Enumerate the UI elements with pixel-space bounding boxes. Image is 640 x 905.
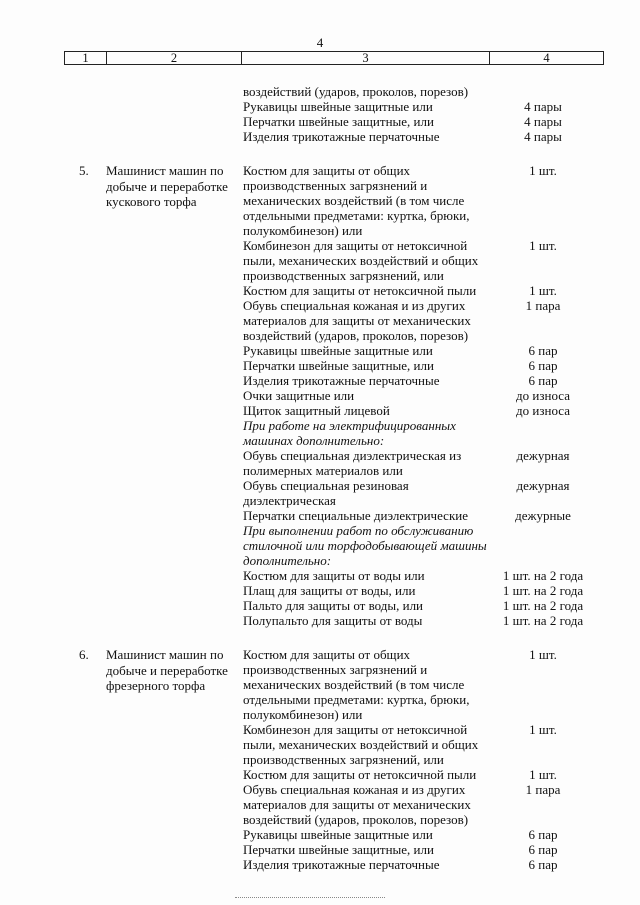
equipment-name: Полупальто для защиты от воды bbox=[243, 613, 423, 628]
list-item bbox=[243, 343, 623, 358]
issue-norm: 6 пар bbox=[528, 373, 558, 388]
issue-norm: 1 шт. bbox=[529, 238, 557, 253]
issue-norm: 1 шт. bbox=[529, 722, 557, 737]
profession-name: Машинист машин по добыче и переработке фрезерного торфа bbox=[106, 647, 228, 693]
equipment-name: Перчатки специальные диэлектрические bbox=[243, 508, 468, 523]
issue-norm: 1 пара bbox=[525, 782, 561, 797]
equipment-name: Перчатки швейные защитные, или bbox=[243, 114, 434, 129]
list-item bbox=[243, 568, 623, 583]
list-item bbox=[243, 842, 623, 857]
list-item bbox=[243, 598, 623, 613]
list-item bbox=[243, 114, 623, 129]
equipment-name: Пальто для защиты от воды, или bbox=[243, 598, 424, 613]
issue-norm: 4 пары bbox=[524, 129, 562, 144]
issue-norm: 1 шт. на 2 года bbox=[502, 568, 584, 583]
equipment-name: Костюм для защиты от общих производственных загрязнений и механических воздействий (в том числе отдельными предметами: куртка, брюки, полукомбинезон) или bbox=[243, 647, 470, 722]
equipment-name: Очки защитные или bbox=[243, 388, 355, 403]
issue-norm: дежурные bbox=[515, 508, 571, 523]
column-header-3: 3 bbox=[242, 52, 490, 64]
page-number: 4 bbox=[316, 35, 324, 50]
list-item bbox=[243, 857, 623, 872]
issue-norm: до износа bbox=[516, 403, 570, 418]
column-header-2: 2 bbox=[107, 52, 242, 64]
list-item bbox=[243, 722, 623, 767]
equipment-name: Изделия трикотажные перчаточные bbox=[243, 129, 440, 144]
issue-norm: 1 шт. bbox=[529, 647, 557, 662]
list-item bbox=[243, 163, 623, 238]
list-item bbox=[243, 767, 623, 782]
equipment-name: Изделия трикотажные перчаточные bbox=[243, 857, 440, 872]
list-item bbox=[243, 647, 623, 722]
issue-norm: 1 шт. bbox=[529, 283, 557, 298]
list-item bbox=[243, 403, 623, 418]
table-row bbox=[0, 84, 640, 144]
protective-equipment-list bbox=[243, 163, 623, 628]
issue-norm: до износа bbox=[516, 388, 570, 403]
list-item bbox=[243, 827, 623, 842]
issue-norm: 1 шт. bbox=[529, 767, 557, 782]
column-header-table bbox=[64, 51, 604, 65]
column-header-1: 1 bbox=[65, 52, 107, 64]
profession-name: Машинист машин по добыче и переработке кускового торфа bbox=[106, 163, 228, 209]
equipment-name: Костюм для защиты от нетоксичной пыли bbox=[243, 767, 477, 782]
equipment-name: Комбинезон для защиты от нетоксичной пыли, механических воздействий и общих производственных загрязнений, или bbox=[243, 722, 479, 767]
list-item bbox=[243, 523, 623, 568]
equipment-name: Щиток защитный лицевой bbox=[243, 403, 390, 418]
row-number: 5. bbox=[79, 163, 89, 178]
list-item bbox=[243, 583, 623, 598]
list-item bbox=[243, 238, 623, 283]
list-item bbox=[243, 613, 623, 628]
issue-norm: 1 шт. на 2 года bbox=[502, 613, 584, 628]
list-item bbox=[243, 84, 623, 99]
table-row bbox=[0, 163, 640, 628]
issue-norm: 6 пар bbox=[528, 857, 558, 872]
equipment-name: Рукавицы швейные защитные или bbox=[243, 99, 433, 114]
issue-norm: 1 шт. bbox=[529, 163, 557, 178]
issue-norm: 4 пары bbox=[524, 114, 562, 129]
issue-norm: 6 пар bbox=[528, 842, 558, 857]
document-body bbox=[0, 84, 640, 872]
table-row bbox=[0, 647, 640, 872]
list-item bbox=[243, 283, 623, 298]
issue-norm: 6 пар bbox=[528, 358, 558, 373]
issue-norm bbox=[487, 523, 599, 568]
equipment-name: Рукавицы швейные защитные или bbox=[243, 827, 433, 842]
issue-norm: 6 пар bbox=[528, 343, 558, 358]
list-item bbox=[243, 782, 623, 827]
issue-norm: 1 шт. на 2 года bbox=[502, 583, 584, 598]
equipment-name: При выполнении работ по обслуживанию стилочной или торфодобывающей машины дополнительно: bbox=[243, 523, 487, 568]
issue-norm bbox=[487, 84, 599, 99]
list-item bbox=[243, 358, 623, 373]
list-item bbox=[243, 373, 623, 388]
issue-norm: 1 пара bbox=[525, 298, 561, 313]
issue-norm: 4 пары bbox=[524, 99, 562, 114]
list-item bbox=[243, 508, 623, 523]
equipment-name: При работе на электрифицированных машинах дополнительно: bbox=[243, 418, 456, 448]
list-item bbox=[243, 478, 623, 508]
equipment-name: Костюм для защиты от воды или bbox=[243, 568, 425, 583]
issue-norm: 6 пар bbox=[528, 827, 558, 842]
equipment-name: Обувь специальная кожаная и из других материалов для защиты от механических воздействий (ударов, проколов, порезов) bbox=[243, 298, 471, 343]
equipment-name: Перчатки швейные защитные, или bbox=[243, 358, 434, 373]
list-item bbox=[243, 418, 623, 448]
issue-norm: 1 шт. на 2 года bbox=[502, 598, 584, 613]
list-item bbox=[243, 448, 623, 478]
equipment-name: Костюм для защиты от нетоксичной пыли bbox=[243, 283, 477, 298]
list-item bbox=[243, 129, 623, 144]
equipment-name: Обувь специальная диэлектрическая из полимерных материалов или bbox=[243, 448, 462, 478]
protective-equipment-list bbox=[243, 84, 623, 144]
protective-equipment-list bbox=[243, 647, 623, 872]
column-header-4: 4 bbox=[543, 51, 550, 65]
equipment-name: Изделия трикотажные перчаточные bbox=[243, 373, 440, 388]
list-item bbox=[243, 99, 623, 114]
equipment-name: Рукавицы швейные защитные или bbox=[243, 343, 433, 358]
issue-norm: дежурная bbox=[516, 448, 570, 463]
equipment-name: Перчатки швейные защитные, или bbox=[243, 842, 434, 857]
list-item bbox=[243, 388, 623, 403]
row-number: 6. bbox=[79, 647, 89, 662]
equipment-name: Плащ для защиты от воды, или bbox=[243, 583, 416, 598]
equipment-name: Обувь специальная резиновая диэлектрическая bbox=[243, 478, 409, 508]
issue-norm bbox=[487, 418, 599, 448]
list-item bbox=[243, 298, 623, 343]
equipment-name: Костюм для защиты от общих производственных загрязнений и механических воздействий (в том числе отдельными предметами: куртка, брюки, полукомбинезон) или bbox=[243, 163, 470, 238]
issue-norm: дежурная bbox=[516, 478, 570, 493]
scan-edge-mark bbox=[235, 897, 385, 899]
equipment-name: Обувь специальная кожаная и из других материалов для защиты от механических воздействий (ударов, проколов, порезов) bbox=[243, 782, 471, 827]
equipment-name: воздействий (ударов, проколов, порезов) bbox=[243, 84, 469, 99]
equipment-name: Комбинезон для защиты от нетоксичной пыли, механических воздействий и общих производственных загрязнений, или bbox=[243, 238, 479, 283]
